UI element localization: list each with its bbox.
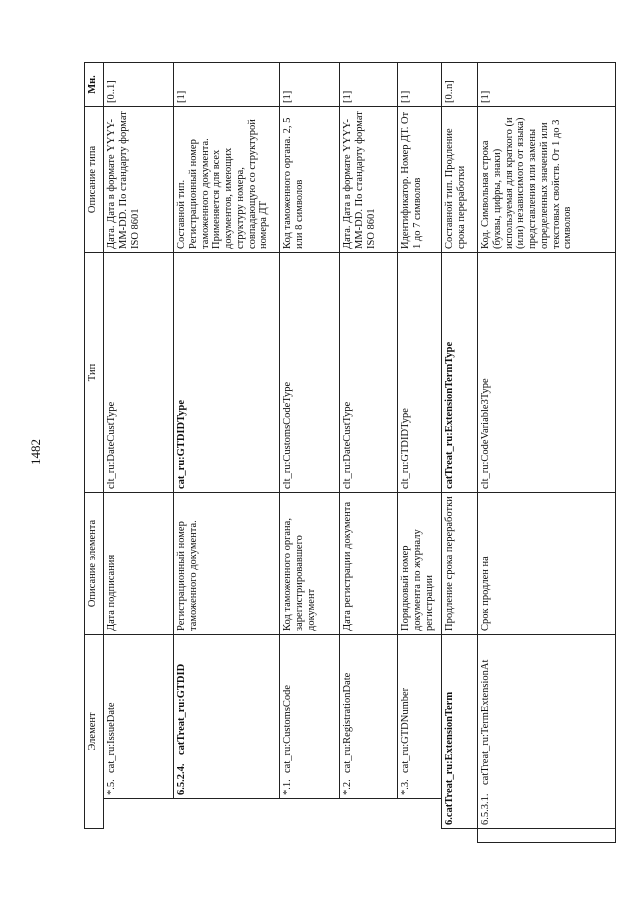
element-name: catTreat_ru:GTDID (176, 663, 187, 755)
header-element-desc: Описание элемента (85, 493, 104, 635)
element-desc-cell: Срок продлен на (478, 493, 616, 635)
element-index: 6.5.3.1. (480, 793, 491, 825)
mult-cell: [0..1] (104, 63, 174, 107)
type-desc-cell: Код таможенного органа. 2, 5 или 8 символов (280, 107, 340, 253)
element-desc-cell: Регистрационный номер таможенного документа. (174, 493, 280, 635)
element-name: cat_ru:GTDNumber (400, 687, 411, 773)
type-cell: clt_ru:GTDIDType (398, 253, 442, 493)
table-row (340, 63, 398, 843)
mult-cell: [1] (398, 63, 442, 107)
table-row (174, 63, 280, 843)
table-row (104, 63, 174, 843)
table-row (442, 63, 478, 843)
element-cell (478, 635, 616, 829)
element-name: catTreat_ru:TermExtensionAt (480, 659, 491, 785)
type-cell: clt_ru:DateCustType (104, 253, 174, 493)
element-index: 6. (444, 817, 455, 825)
header-type-desc: Описание типа (85, 107, 104, 253)
element-cell (398, 635, 442, 799)
table-header-row (85, 63, 104, 843)
header-element: Элемент (85, 635, 104, 829)
element-name: cat_ru:IssueDate (106, 702, 117, 773)
type-cell: catTreat_ru:ExtensionTermType (442, 253, 478, 493)
table-row (280, 63, 340, 843)
element-cell (340, 635, 398, 799)
type-desc-cell: Дата. Дата в формате YYYY-MM-DD. По стандарту формат ISO 8601 (340, 107, 398, 253)
type-cell: clt_ru:CodeVariable3Type (478, 253, 616, 493)
element-cell (104, 635, 174, 799)
element-index: *.3. (400, 779, 411, 795)
element-index: *.1. (282, 779, 293, 795)
type-cell: clt_ru:DateCustType (340, 253, 398, 493)
header-type: Тип (85, 253, 104, 493)
type-desc-cell: Код. Символьная строка (буквы, цифры, знаки) используемая для краткого (и (или) независимого от языка) представления или замены определенных значений или текстовых свойств. От 1 до 3 символов (478, 107, 616, 253)
element-cell (280, 635, 340, 799)
mult-cell: [1] (174, 63, 280, 107)
type-cell: cat_ru:GTDIDType (174, 253, 280, 493)
mult-cell: [1] (340, 63, 398, 107)
element-desc-cell: Дата подписания (104, 493, 174, 635)
table-row (478, 63, 616, 843)
mult-cell: [1] (478, 63, 616, 107)
element-desc-cell: Порядковый номер документа по журналу регистрации (398, 493, 442, 635)
element-name: cat_ru:RegistrationDate (342, 672, 353, 773)
type-desc-cell: Идентификатор. Номер ДТ. От 1 до 7 символов (398, 107, 442, 253)
element-table (84, 62, 616, 843)
element-index: *.2. (342, 779, 353, 795)
element-cell (174, 635, 280, 799)
page-number: 1482 (28, 439, 43, 465)
type-desc-cell: Составной тип. Регистрационный номер таможенного документа. Применяется для всех документов, имеющих структуру номера, совпадающую со структурой номера ДТ (174, 107, 280, 253)
element-desc-cell: Код таможенного органа, зарегистрировавшего документ (280, 493, 340, 635)
type-desc-cell: Составной тип. Продление срока переработки (442, 107, 478, 253)
element-name: cat_ru:CustomsCode (282, 684, 293, 773)
element-name: catTreat_ru:ExtensionTerm (444, 691, 455, 818)
type-cell: clt_ru:CustomsCodeType (280, 253, 340, 493)
element-index: *.5. (106, 779, 117, 795)
element-cell (442, 635, 478, 829)
table-row (398, 63, 442, 843)
outer-left-cell (478, 829, 616, 843)
header-multiplicity: Мн. (85, 63, 104, 107)
header-spacer (85, 829, 104, 843)
element-desc-cell: Продление срока переработки (442, 493, 478, 635)
element-index: 6.5.2.4. (176, 763, 187, 795)
element-desc-cell: Дата регистрации документа (340, 493, 398, 635)
type-desc-cell: Дата. Дата в формате YYYY-MM-DD. По стандарту формат ISO 8601 (104, 107, 174, 253)
mult-cell: [0..n] (442, 63, 478, 107)
rotated-table-container (84, 63, 616, 843)
mult-cell: [1] (280, 63, 340, 107)
